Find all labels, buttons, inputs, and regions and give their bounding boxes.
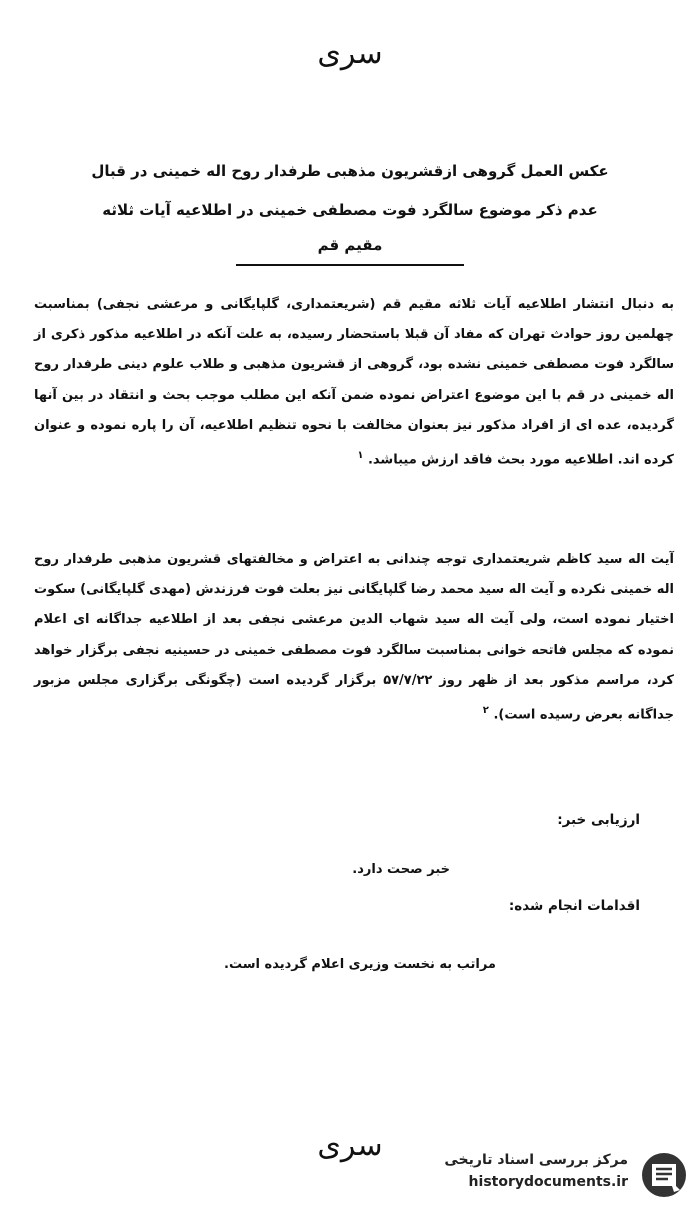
footnote-mark-1: ۱ <box>357 450 364 462</box>
document-title-line2: عدم ذکر موضوع سالگرد فوت مصطفی خمینی در اطلاعیه آیات ثلاثه <box>102 201 598 219</box>
watermark-url: historydocuments.ir <box>468 1174 628 1190</box>
classification-header: سری <box>317 36 383 71</box>
classification-footer: سری <box>317 1128 383 1163</box>
document-location: مقیم قم <box>317 236 383 254</box>
paragraph-1 <box>34 290 674 476</box>
assessment-value: خبر صحت دارد. <box>352 862 450 877</box>
assessment-label: ارزیابی خبر: <box>557 812 640 828</box>
actions-label: اقدامات انجام شده: <box>508 898 640 914</box>
document-center-logo-icon <box>636 1150 692 1200</box>
watermark <box>418 1150 698 1200</box>
watermark-title: مرکز بررسی اسناد تاریخی <box>444 1152 628 1168</box>
paragraph-1-text: به دنبال انتشار اطلاعیه آیات ثلاثه مقیم قم (شریعتمداری، گلپایگانی و مرعشی نجفی) بمناسبت چهلمین روز حوادث تهران که مفاد آن قبلا باستحضار رسیده، به علت آنکه در اطلاعیه مذکور ذکری از سالگرد فوت مصطفی خمینی نشده بود، گروهی از قشریون مذهبی و طلاب علوم دینی طرفدار روح اله خمینی در قم با این موضوع اعتراض نموده ضمن آنکه این مطلب موجب بحث و انتقاد در بین آنها گردیده، عده ای از افراد مذکور نیز بعنوان مخالفت با نحوه تنظیم اطلاعیه، آن را پاره نموده و عنوان کرده اند. اطلاعیه مورد بحث فاقد ارزش میباشد. <box>34 297 674 468</box>
location-underline <box>236 264 464 266</box>
actions-value: مراتب به نخست وزیری اعلام گردیده است. <box>224 957 496 972</box>
paragraph-2 <box>34 545 674 731</box>
footnote-mark-2: ۲ <box>482 705 489 717</box>
document-title-line1: عکس العمل گروهی ازقشریون مذهبی طرفدار روح اله خمینی در قبال <box>91 162 609 180</box>
paragraph-2-text: آیت اله سید کاظم شریعتمداری توجه چندانی به اعتراض و مخالفتهای قشریون مذهبی طرفدار روح اله خمینی نکرده و آیت اله سید محمد رضا گلپایگانی نیز بعلت فوت فرزندش (مهدی گلپایگانی) سکوت اختیار نموده است، ولی آیت اله سید شهاب الدین مرعشی نجفی بعد از اطلاعیه جداگانه ای اعلام نموده که مجلس فاتحه خوانی بمناسبت سالگرد فوت مصطفی خمینی در حسینیه نجفی برگزار خواهد کرد، مراسم مذکور بعد از ظهر روز ۵۷/۷/۲۲ برگزار گردیده است (چگونگی برگزاری مجلس مزبور جداگانه بعرض رسیده است). <box>34 552 674 723</box>
